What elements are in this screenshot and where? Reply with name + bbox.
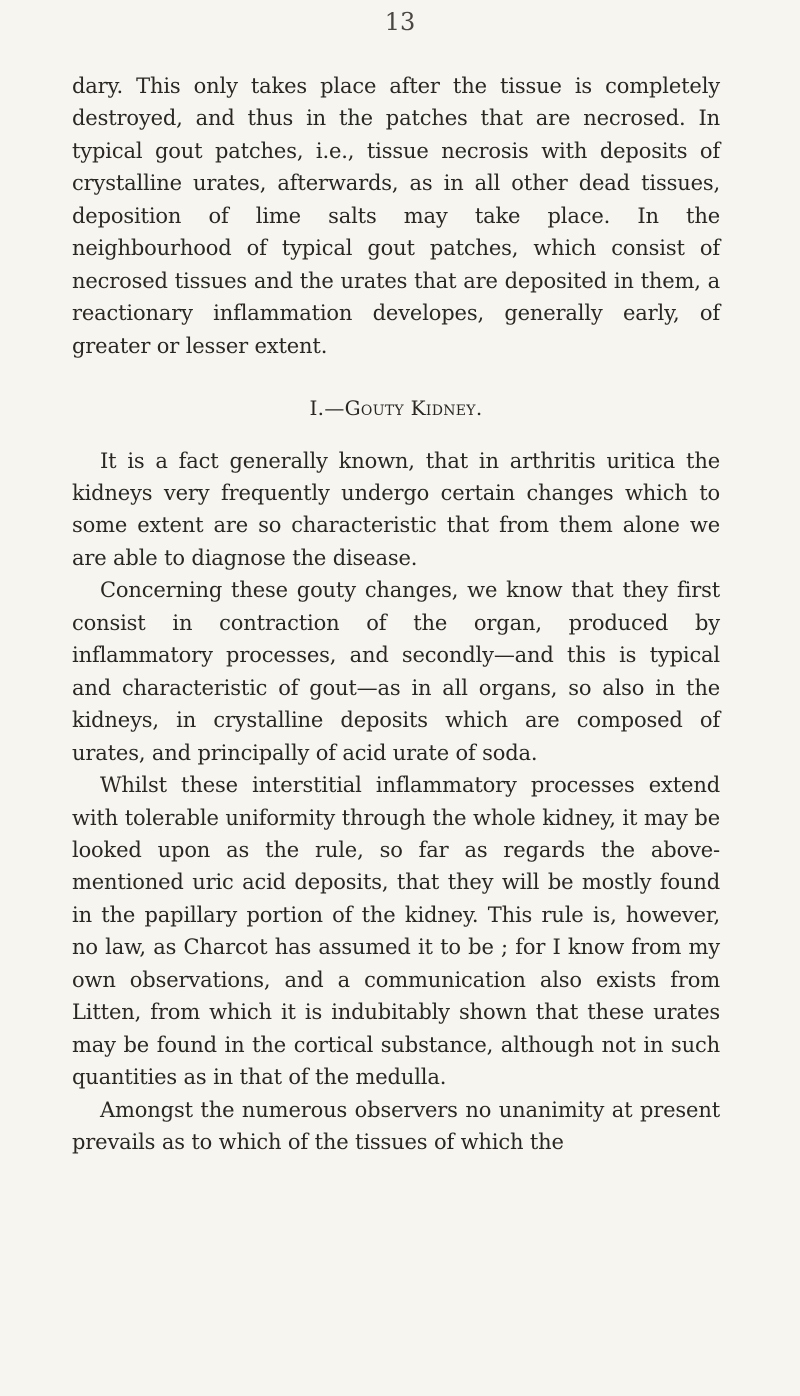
page-number: 13 xyxy=(384,8,416,36)
paragraph-continuation: dary. This only takes place after the tissue is completely destroyed, and thus in the patches that are necrosed. In typical gout patches, i.e., tissue necrosis with deposits of crystalline urates, afterwards, as in all other dead tissues, deposition of lime salts may take place. In the neighbourhood of typical gout patches, which consist of necrosed tissues and the urates that are deposited in them, a reactionary inflammation developes, generally early, of greater or lesser extent. xyxy=(72,74,720,358)
section-heading xyxy=(72,392,720,424)
paragraph: Whilst these interstitial inflammatory processes extend with tolerable uniformity through the whole kidney, it may be looked upon as the rule, so far as regards the above-mentioned uric acid deposits, that they will be mostly found in the papillary portion of the kidney. This rule is, however, no law, as Charcot has assumed it to be ; for I know from my own observations, and a communication also exists from Litten, from which it is indubitably shown that these urates may be found in the cortical substance, although not in such quantities as in that of the medulla. xyxy=(72,773,720,1090)
body-text xyxy=(72,70,720,1159)
paragraph: Amongst the numerous observers no unanimity at present prevails as to which of the tissues of which the xyxy=(72,1097,720,1155)
section-heading-text: I.—Gouty Kidney. xyxy=(309,396,483,421)
paragraph: It is a fact generally known, that in arthritis uritica the kidneys very frequently undergo certain changes which to some extent are so characteristic that from them alone we are able to diagnose the disease. xyxy=(72,448,720,570)
paragraph: Concerning these gouty changes, we know that they first consist in contraction of the organ, produced by inflammatory processes, and secondly—and this is typical and characteristic of gout—as in all organs, so also in the kidneys, in crystalline deposits which are composed of urates, and principally of acid urate of soda. xyxy=(72,578,720,765)
